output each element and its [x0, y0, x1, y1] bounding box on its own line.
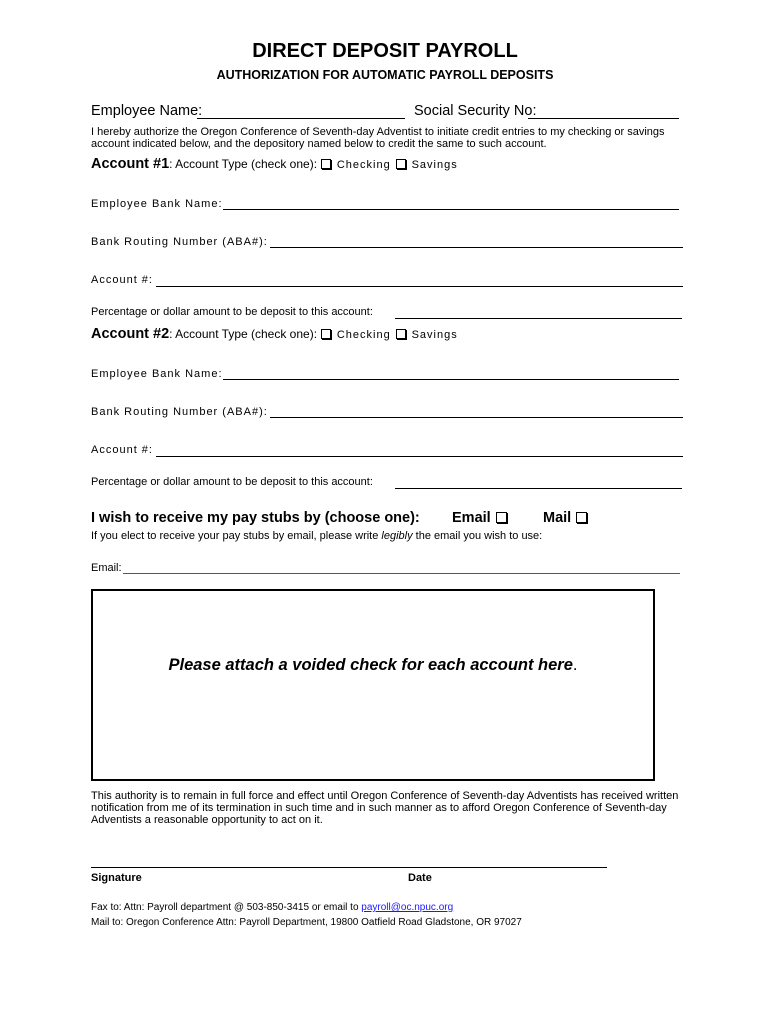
paystubs-heading: I wish to receive my pay stubs by (choose one): — [91, 510, 420, 526]
mail-line: Mail to: Oregon Conference Attn: Payroll Department, 19800 Oatfield Road Gladstone, OR 97027 — [91, 917, 522, 928]
account2-percent-label: Percentage or dollar amount to be deposit to this account: — [91, 476, 373, 488]
account1-checking-label: Checking — [336, 159, 391, 171]
paystubs-email-checkbox[interactable] — [496, 512, 507, 523]
account2-type-row — [91, 325, 458, 343]
account1-type-label: : Account Type (check one): — [169, 157, 321, 171]
account2-checking-checkbox[interactable] — [321, 329, 331, 339]
account1-account-label: Account #: — [91, 274, 153, 286]
employee-name-field[interactable] — [197, 118, 405, 119]
account1-routing-label: Bank Routing Number (ABA#): — [91, 236, 268, 248]
fax-text: Fax to: Attn: Payroll department @ 503-850-3415 or email to — [91, 902, 362, 913]
account1-savings-label: Savings — [411, 159, 458, 171]
paystubs-email-option — [452, 510, 508, 526]
paystubs-email-label: Email — [452, 510, 491, 526]
account1-heading: Account #1 — [91, 156, 170, 172]
voided-check-period: . — [572, 656, 578, 674]
fax-line — [91, 902, 453, 913]
date-label: Date — [408, 872, 432, 884]
payroll-email-link[interactable]: payroll@oc.npuc.org — [361, 902, 454, 913]
email-field[interactable] — [123, 573, 680, 574]
signature-label: Signature — [91, 872, 142, 884]
authority-text: This authority is to remain in full force and effect until Oregon Conference of Seventh-day Adventists has received written notification from me of its termination in such time and in such manner as to afford Oregon Conference of Seventh-day Adventists a reasonable opportunity to act on it. — [91, 790, 679, 826]
signature-line[interactable] — [91, 867, 607, 868]
account1-routing-field[interactable] — [270, 247, 683, 248]
account1-savings-checkbox[interactable] — [396, 159, 406, 169]
account2-account-field[interactable] — [156, 456, 683, 457]
account1-checking-checkbox[interactable] — [321, 159, 331, 169]
account2-routing-field[interactable] — [270, 417, 683, 418]
employee-name-label: Employee Name: — [91, 103, 203, 119]
ssn-field[interactable] — [528, 118, 679, 119]
account2-savings-checkbox[interactable] — [396, 329, 406, 339]
instruction-text-1: If you elect to receive your pay stubs by email, please write — [91, 530, 382, 542]
account1-percent-field[interactable] — [395, 318, 682, 319]
account1-bank-name-field[interactable] — [223, 209, 679, 210]
account2-checking-label: Checking — [336, 329, 391, 341]
voided-check-label: Please attach a voided check for each account here — [168, 656, 573, 674]
voided-check-text — [91, 656, 655, 675]
account1-account-field[interactable] — [156, 286, 683, 287]
account2-percent-field[interactable] — [395, 488, 682, 489]
instruction-emphasis: legibly — [381, 530, 413, 542]
instruction-text-2: the email you wish to use: — [412, 530, 543, 542]
account2-routing-label: Bank Routing Number (ABA#): — [91, 406, 268, 418]
account1-percent-label: Percentage or dollar amount to be deposit to this account: — [91, 306, 373, 318]
paystubs-mail-checkbox[interactable] — [576, 512, 587, 523]
email-label: Email: — [91, 562, 122, 574]
account2-heading: Account #2 — [91, 326, 170, 342]
ssn-label: Social Security No: — [414, 103, 537, 119]
account2-savings-label: Savings — [411, 329, 458, 341]
form-title: DIRECT DEPOSIT PAYROLL — [252, 40, 518, 62]
paystubs-instruction — [91, 530, 542, 542]
paystubs-mail-option — [543, 510, 588, 526]
account1-bank-name-label: Employee Bank Name: — [91, 198, 223, 210]
paystubs-mail-label: Mail — [543, 510, 572, 526]
account2-account-label: Account #: — [91, 444, 153, 456]
authorization-text: I hereby authorize the Oregon Conference of Seventh-day Adventist to initiate credit entries to my checking or savings account indicated below, and the depository named below to credit the same to such account. — [91, 126, 665, 150]
account2-bank-name-label: Employee Bank Name: — [91, 368, 223, 380]
account2-type-label: : Account Type (check one): — [169, 327, 321, 341]
voided-check-box — [91, 589, 655, 781]
account2-bank-name-field[interactable] — [223, 379, 679, 380]
account1-type-row — [91, 155, 458, 173]
form-subtitle: AUTHORIZATION FOR AUTOMATIC PAYROLL DEPOSITS — [216, 68, 554, 82]
